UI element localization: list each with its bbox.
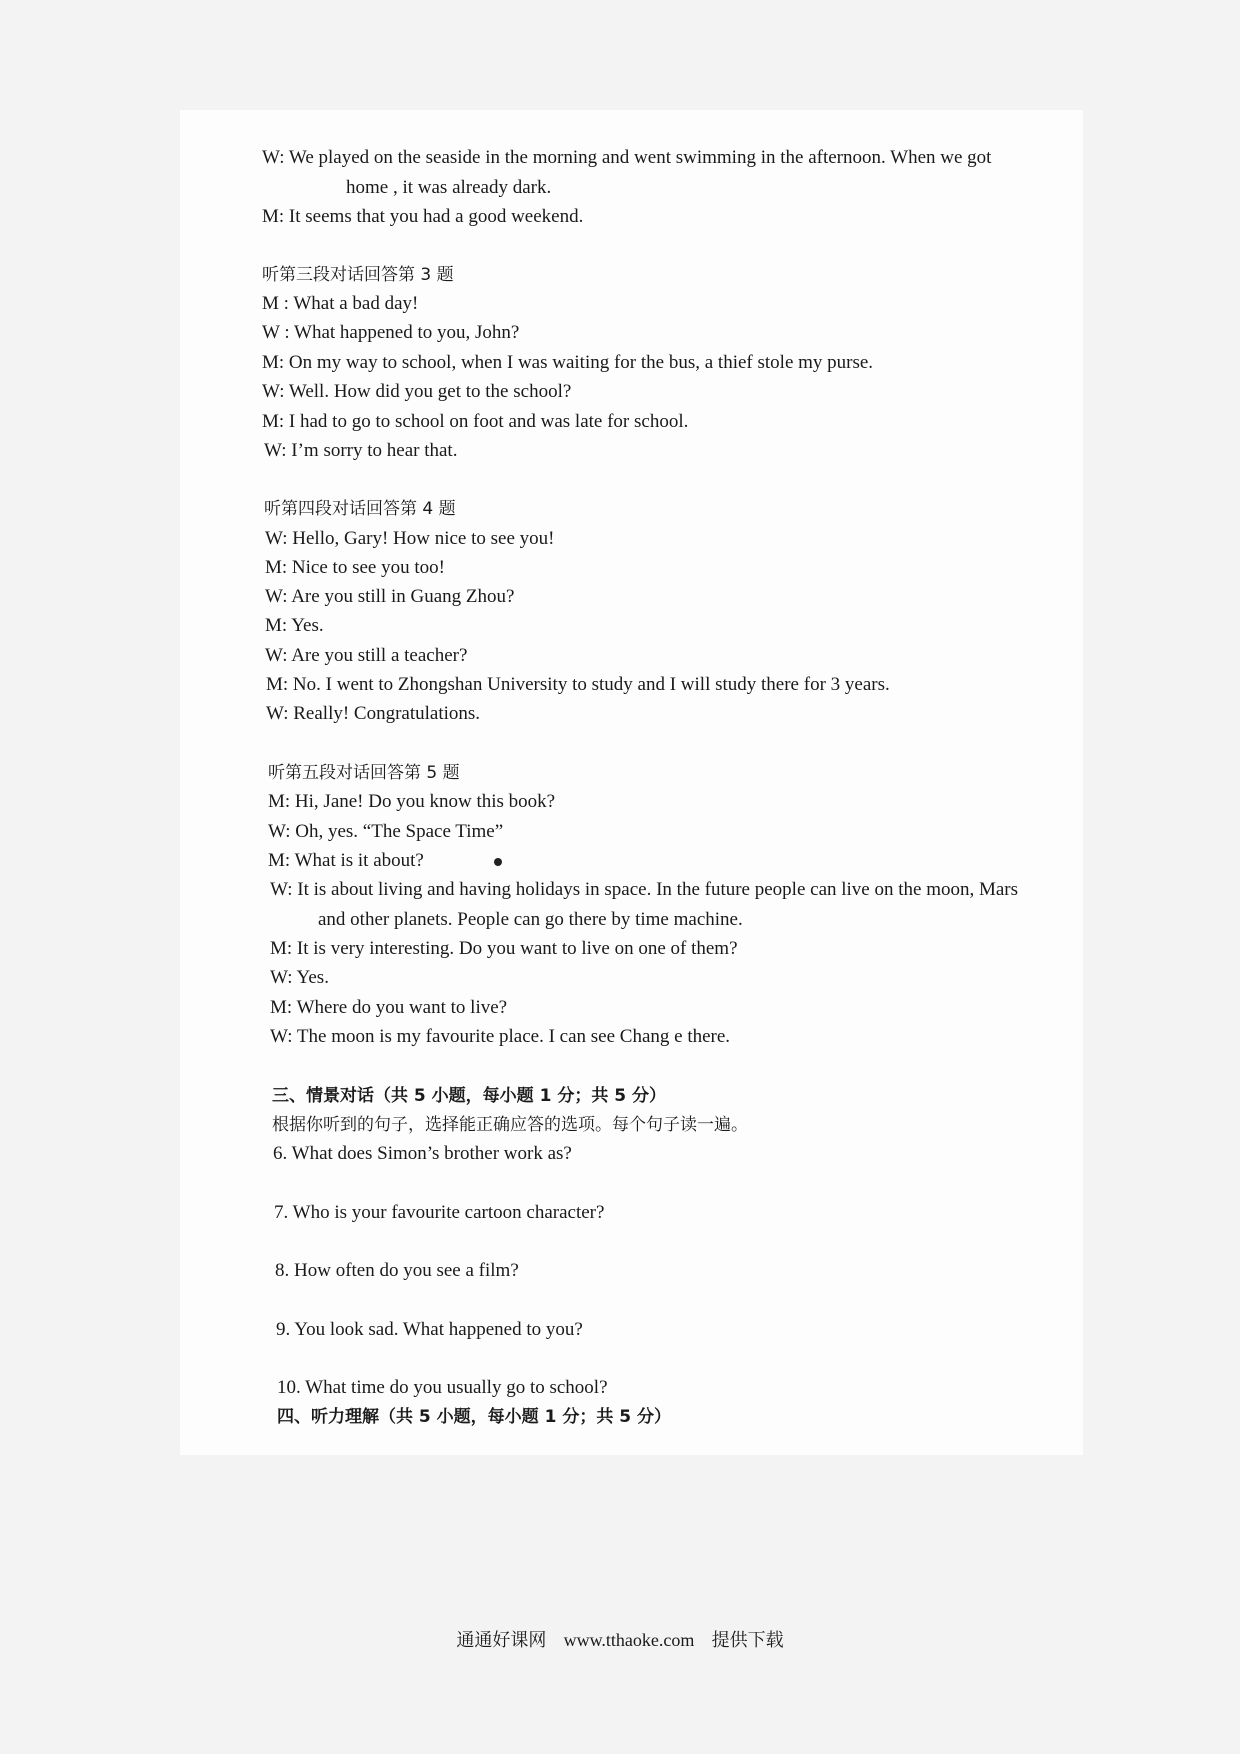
footer-download-text: 提供下载 — [711, 1630, 784, 1651]
footer — [0, 1628, 1240, 1653]
part3-question: 6. What does Simon’s brother work as? — [273, 1143, 572, 1164]
d4-line: M: Yes. — [265, 615, 324, 636]
d2-m-line: M: It seems that you had a good weekend. — [262, 206, 584, 227]
part3-question: 10. What time do you usually go to school? — [277, 1377, 608, 1398]
d5-line: M: It is very interesting. Do you want to live on one of them? — [270, 938, 738, 959]
footer-site-name: 通通好课网 — [456, 1630, 547, 1651]
d5-line: W: Yes. — [270, 967, 329, 988]
d5-line: M: What is it about? — [268, 850, 424, 871]
part3-title: 三、情景对话（共 5 小题，每小题 1 分；共 5 分） — [272, 1086, 666, 1106]
d2-w-line-1: W: We played on the seaside in the morning and went swimming in the afternoon. When we got — [262, 147, 992, 168]
d4-line: W: Really! Congratulations. — [266, 703, 481, 724]
d5-line: and other planets. People can go there by time machine. — [318, 909, 743, 930]
d5-line: W: Oh, yes. “The Space Time” — [268, 821, 504, 842]
d3-line: M: I had to go to school on foot and was late for school. — [262, 411, 689, 432]
part3-question: 9. You look sad. What happened to you? — [276, 1319, 583, 1340]
d5-line: M: Hi, Jane! Do you know this book? — [268, 791, 556, 812]
d4-heading: 听第四段对话回答第 4 题 — [264, 499, 456, 519]
d3-line: W: Well. How did you get to the school? — [262, 381, 572, 402]
d3-line: M: On my way to school, when I was waiting for the bus, a thief stole my purse. — [262, 352, 874, 373]
d4-line: W: Hello, Gary! How nice to see you! — [265, 528, 555, 549]
d5-line: W: The moon is my favourite place. I can see Chang e there. — [270, 1026, 731, 1047]
d4-line: W: Are you still in Guang Zhou? — [265, 586, 515, 607]
d3-line: W : What happened to you, John? — [262, 322, 520, 343]
scan-speck — [494, 858, 502, 866]
d5-line: W: It is about living and having holidays in space. In the future people can live on the moon, Mars — [270, 879, 1019, 900]
part4-title: 四、听力理解（共 5 小题，每小题 1 分；共 5 分） — [277, 1407, 671, 1427]
part3-instruction: 根据你听到的句子，选择能正确应答的选项。每个句子读一遍。 — [272, 1115, 748, 1135]
d3-heading: 听第三段对话回答第 3 题 — [262, 265, 454, 285]
part3-question: 7. Who is your favourite cartoon character? — [274, 1202, 605, 1223]
d4-line: W: Are you still a teacher? — [265, 645, 468, 666]
d2-w-line-2: home , it was already dark. — [346, 177, 552, 198]
d5-heading: 听第五段对话回答第 5 题 — [268, 763, 460, 783]
part3-question: 8. How often do you see a film? — [275, 1260, 519, 1281]
d4-line: M: Nice to see you too! — [265, 557, 445, 578]
d4-line: M: No. I went to Zhongshan University to study and I will study there for 3 years. — [266, 674, 890, 695]
d3-line: M : What a bad day! — [262, 293, 419, 314]
footer-url-link[interactable]: www.tthaoke.com — [563, 1630, 695, 1650]
d5-line: M: Where do you want to live? — [270, 997, 508, 1018]
d3-line: W: I’m sorry to hear that. — [264, 440, 458, 461]
